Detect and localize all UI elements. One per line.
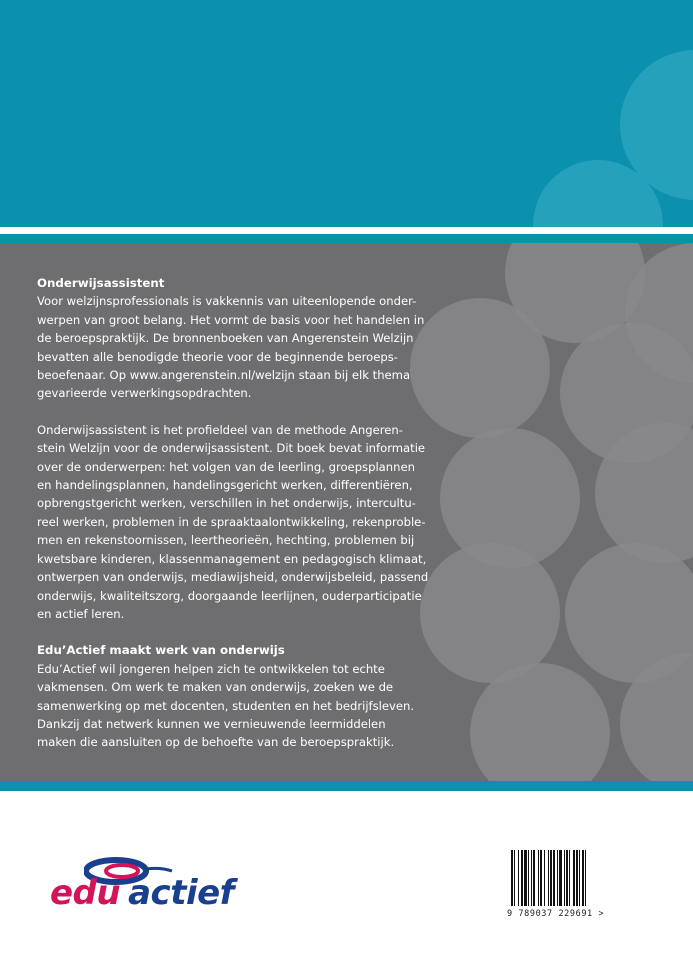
publisher-logo	[50, 855, 234, 920]
section-body: Voor welzijnsprofessionals is vakkennis van uiteenlopende onder- werpen van groot belang. Het vormt de basis voor het handelen in de beroepspraktijk. De bronnenboeken van Angerenstein Welzijn bevatten alle benodigde theorie voor de beginnende beroeps- beoefenaar. Op www.angerenstein.nl/welzijn staan bij elk thema gevarieerde verwerkingsopdrachten.	[37, 294, 425, 401]
decorative-circle	[420, 543, 560, 683]
divider-stripe	[0, 234, 693, 243]
section-body: Onderwijsassistent is het profieldeel van de methode Angeren- stein Welzijn voor de onderwijsassistent. Dit boek bevat informatie over de onderwerpen: het volgen van de leerling, groepsplannen en handelingsplannen, handelingsgericht werken, differentiëren, opbrengstgericht werken, verschillen in het onderwijs, intercultu- reel werken, problemen in de spraaktaalontwikkeling, rekenproble- men en rekenstoornissen, leertheorieën, hechting, problemen bij kwetsbare kinderen, klassenmanagement en pedagogisch klimaat, ontwerpen van onderwijs, mediawijsheid, onderwijsbeleid, passend onderwijs, kwaliteitszorg, doorgaande leerlijnen, ouderparticipatie en actief leren.	[37, 422, 429, 621]
divider-stripe	[0, 227, 693, 234]
isbn-barcode	[507, 850, 617, 920]
section-body: Edu’Actief wil jongeren helpen zich te ontwikkelen tot echte vakmensen. Om werk te maken van onderwijs, zoeken we de samenwerking op met docenten, studenten en het bedrijfsleven. Dankzij dat netwerk kunnen we vernieuwende leermiddelen maken die aansluiten op de behoefte van de beroepspraktijk.	[37, 661, 415, 750]
section-title: Onderwijsassistent	[37, 276, 165, 290]
logo-wordmark	[50, 873, 234, 913]
bottom-teal-stripe	[0, 781, 693, 791]
barcode-number: 9 789037 229691 >	[507, 909, 605, 919]
logo-edu: edu	[50, 873, 121, 913]
barcode-bars	[507, 850, 617, 908]
section-title: Edu’Actief maakt werk van onderwijs	[37, 643, 285, 658]
top-teal-band	[0, 0, 693, 227]
logo-actief: actief	[128, 873, 234, 913]
blurb-text	[37, 274, 432, 752]
